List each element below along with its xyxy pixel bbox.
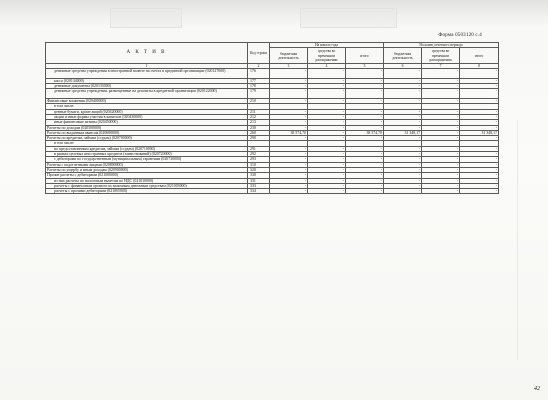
row-value: - [384,167,422,172]
row-code: 333 [248,183,270,188]
row-value: - [422,178,460,183]
row-code: 292 [248,152,270,157]
row-code: 291 [248,146,270,151]
row-value: - [384,157,422,162]
column-header-budget-start: бюджетная деятельность [270,48,308,64]
row-value: - [460,114,499,119]
row-value: - [460,173,499,178]
row-description: в том числе: [46,141,248,146]
row-value: - [346,178,384,183]
row-code: 290 [248,136,270,141]
column-header-temp-end: средства во временном распоряжении [422,48,460,64]
row-value: - [308,183,346,188]
column-number: 5 [346,64,384,69]
row-description: иные финансовые активы (020450000) [46,120,248,125]
row-value: - [422,157,460,162]
row-value: - [308,120,346,125]
row-value: - [308,152,346,157]
faded-header-box [300,8,397,28]
row-value: - [346,109,384,114]
row-value: - [384,146,422,151]
table-body [46,69,499,194]
row-value: - [308,125,346,130]
row-code: 330 [248,173,270,178]
row-value: - [384,109,422,114]
row-code: 334 [248,189,270,194]
row-value: - [270,89,308,99]
row-value: - [346,189,384,194]
row-code: 260 [248,130,270,135]
row-value: - [422,167,460,172]
column-number: 1 [46,64,248,69]
row-code: 178 [248,84,270,89]
row-value: - [308,89,346,99]
row-code: 331 [248,178,270,183]
row-code: 293 [248,157,270,162]
row-value: - [422,146,460,151]
row-description: касса (020134000) [46,78,248,83]
row-value: - [422,152,460,157]
row-value: - [346,136,384,141]
row-value: - [422,136,460,141]
row-description: из них расчеты по налоговым вычетам по НДС (021010000) [46,178,248,183]
row-code: 212 [248,114,270,119]
row-value: - [308,167,346,172]
row-value: - [270,109,308,114]
row-value: - [422,173,460,178]
row-value: - [422,84,460,89]
row-value: - [346,69,384,79]
row-description: расчеты с финансовым органом по наличным денежным средствам (021003000) [46,183,248,188]
column-header-total-start: итого [346,48,384,64]
row-value: - [422,69,460,79]
row-value: - [308,130,346,135]
row-value: - [346,173,384,178]
row-value: - [270,146,308,151]
row-value: - [346,99,384,104]
row-description: Расчеты по выданным авансам (020600000) [46,130,248,135]
column-number: 2 [248,64,270,69]
row-value: - [308,173,346,178]
form-number-label: Форма 0503120 с.4 [438,33,482,38]
row-value: - [346,162,384,167]
row-code: 179 [248,89,270,99]
row-value: - [308,69,346,79]
row-value: - [308,146,346,151]
row-value: - [384,152,422,157]
row-value: - [346,125,384,130]
row-code: 230 [248,125,270,130]
row-description: денежные средства учреждения, размещенные на депозиты в кредитной организации (020122000) [46,89,248,99]
row-value: - [346,157,384,162]
row-value: - [460,69,499,79]
column-header-total-end: итого [460,48,499,64]
row-value: - [384,84,422,89]
row-value: - [460,189,499,194]
row-value: - [270,152,308,157]
row-value: - [308,114,346,119]
row-value: - [308,99,346,104]
row-value: - [270,84,308,89]
row-value: 31 348,17 [384,130,422,135]
row-value: - [270,162,308,167]
row-code: 320 [248,167,270,172]
row-value: - [270,173,308,178]
row-value: 38 574,70 [346,130,384,135]
row-value: - [346,167,384,172]
row-value: - [460,89,499,99]
row-value: - [270,157,308,162]
row-value: - [460,120,499,125]
row-description: Финансовые вложения (020400000) [46,99,248,104]
column-number: 4 [308,64,346,69]
row-value: - [346,120,384,125]
row-description: Прочие расчеты с дебиторами (021000000) [46,173,248,178]
row-description: денежные средства учреждения в иностранной валюте на счетах в кредитной организации (020127000) [46,69,248,79]
column-number: 8 [460,64,499,69]
row-value: - [422,183,460,188]
row-value: - [346,84,384,89]
row-value: - [308,78,346,83]
scan-top-shadow [0,0,548,26]
row-value: - [270,69,308,79]
page-number: 42 [534,386,540,392]
row-value: - [460,167,499,172]
row-value: - [460,125,499,130]
row-value: - [422,109,460,114]
row-value: - [308,84,346,89]
table-row [46,189,499,194]
row-value: - [270,125,308,130]
row-description: по предоставленным кредитам, займам (ссудам) (020710000) [46,146,248,151]
faded-header-box [110,8,182,28]
row-value: - [460,109,499,114]
column-header-temp-start: средства во временном распоряжении [308,48,346,64]
row-code: 310 [248,162,270,167]
column-number: 7 [422,64,460,69]
row-value: - [460,99,499,104]
row-code: 213 [248,120,270,125]
row-value: - [422,120,460,125]
row-value: - [270,178,308,183]
row-value: - [308,136,346,141]
row-value: - [422,189,460,194]
row-description: Расчеты по кредитам, займам (ссудам) (020700000) [46,136,248,141]
row-value: - [460,78,499,83]
row-value: - [270,78,308,83]
row-value: - [384,178,422,183]
row-description: в рамках целевых иностранных кредитов (заимствований) (020720000) [46,152,248,157]
row-value: - [422,89,460,99]
row-value: - [270,189,308,194]
row-code: 211 [248,109,270,114]
row-description: Расчеты с подотчетными лицами (020800000) [46,162,248,167]
row-description: расчеты с прочими дебиторами (021005000) [46,189,248,194]
row-value: - [384,120,422,125]
row-value: - [384,89,422,99]
column-header-code: Код строки [248,43,270,64]
row-value: - [422,130,460,135]
row-value: - [384,189,422,194]
row-value: - [460,183,499,188]
column-number: 6 [384,64,422,69]
row-value: - [308,109,346,114]
row-value: - [422,99,460,104]
row-value: - [422,125,460,130]
row-value: - [460,157,499,162]
row-value: - [270,183,308,188]
group-header-end-of-period: На конец отчетного периода [384,43,499,48]
row-code: 176 [248,69,270,79]
row-value: - [460,146,499,151]
table-row [46,69,499,79]
row-value: - [384,78,422,83]
row-value: - [308,157,346,162]
row-value: - [384,183,422,188]
row-description: денежные документы (020135000) [46,84,248,89]
row-description: в том числе: [46,104,248,109]
row-value: - [460,178,499,183]
row-value: - [384,114,422,119]
row-value: - [460,162,499,167]
column-number: 3 [270,64,308,69]
row-description: ценные бумаги, кроме акций (020420000) [46,109,248,114]
row-value: - [384,162,422,167]
row-value: - [422,114,460,119]
row-value: - [422,78,460,83]
row-value: - [346,183,384,188]
table-row [46,89,499,99]
row-value: - [308,178,346,183]
row-code: 210 [248,99,270,104]
row-value: - [270,120,308,125]
row-value: - [270,136,308,141]
row-value: - [346,146,384,151]
row-description: акции и иные формы участия в капитале (020430000) [46,114,248,119]
row-value: - [270,167,308,172]
row-description: Расчеты по ущербу и иным доходам (020900000) [46,167,248,172]
row-value: - [308,162,346,167]
row-description: с дебиторами по государственным (муниципальным) гарантиям (020730000) [46,157,248,162]
row-value: - [422,162,460,167]
row-value: - [346,114,384,119]
row-value: - [308,189,346,194]
row-value: 31 348,17 [460,130,499,135]
row-value: - [460,136,499,141]
row-value: - [270,114,308,119]
row-value: - [460,152,499,157]
row-value: - [384,125,422,130]
row-value: - [384,69,422,79]
scan-edge-shadow [517,120,518,360]
column-header-budget-end: бюджетная деятельность [384,48,422,64]
row-description: Расчеты по доходам (020500000) [46,125,248,130]
row-value: - [384,136,422,141]
row-value: - [384,99,422,104]
row-value: 38 574,70 [270,130,308,135]
row-value: - [460,84,499,89]
row-code: 177 [248,78,270,83]
row-value: - [346,89,384,99]
row-value: - [270,99,308,104]
row-value: - [346,152,384,157]
row-value: - [346,78,384,83]
row-value: - [384,173,422,178]
balance-assets-table [45,42,499,194]
column-header-actives: А К Т И В [46,43,248,64]
group-header-start-of-year: На начало года [270,43,384,48]
